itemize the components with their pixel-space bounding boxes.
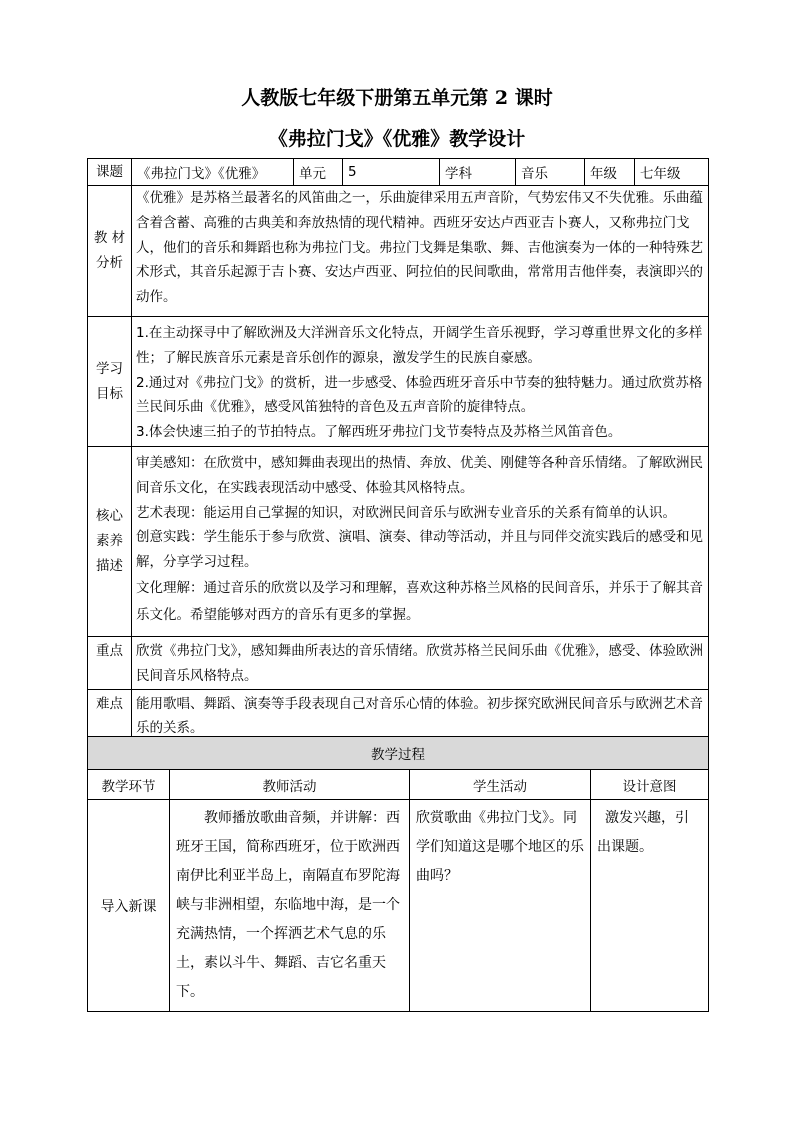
objective-item: 3.体会快速三拍子的节拍特点。了解西班牙弗拉门戈节奏特点及苏格兰风笛音色。 <box>136 424 622 441</box>
objectives-label <box>88 317 132 447</box>
literacy-row <box>88 447 709 637</box>
teaching-process-table <box>87 736 709 1012</box>
analysis-text: 《优雅》是苏格兰最著名的风笛曲之一，乐曲旋律采用五声音阶，气势宏伟又不失优雅。乐曲蕴含着含蓄、高雅的古典美和奔放热情的现代精神。西班牙安达卢西亚吉卜赛人，又称弗拉门戈人，他们的音乐和舞蹈也称为弗拉门戈。弗拉门戈舞是集歌、舞、吉他演奏为一体的一种特殊艺术形式，其音乐起源于吉卜赛、安达卢西亚、阿拉伯的民间歌曲，常常用吉他伴奏，表演即兴的动作。 <box>132 186 709 317</box>
unit-label: 单元 <box>294 159 343 186</box>
objectives-text <box>132 317 709 447</box>
analysis-row <box>88 186 709 317</box>
header-stage: 教学环节 <box>88 770 170 800</box>
process-title-row <box>88 737 709 770</box>
objective-item: 2.通过对《弗拉门戈》的赏析，进一步感受、体验西班牙音乐中节奏的独特魅力。通过欣赏苏格兰民间乐曲《优雅》，感受风笛独特的音色及五声音阶的旋律特点。 <box>136 374 703 416</box>
objectives-label-line-1: 学习 <box>96 360 123 377</box>
literacy-item: 审美感知：在欣赏中，感知舞曲表现出的热情、奔放、优美、刚健等各种音乐情绪。了解欧洲民间音乐文化，在实践表现活动中感受、体验其风格特点。 <box>136 455 703 496</box>
subject-value: 音乐 <box>516 159 585 186</box>
literacy-text <box>132 447 709 637</box>
grade-label: 年级 <box>585 159 635 186</box>
objectives-label-line-2: 目标 <box>96 385 123 402</box>
process-row <box>88 800 709 1012</box>
analysis-label-line-1: 教 材 <box>93 230 126 246</box>
objective-item: 1.在主动探寻中了解欧洲及大洋洲音乐文化特点，开阔学生音乐视野，学习尊重世界文化的多样性；了解民族音乐元素是音乐创作的源泉，激发学生的民族自豪感。 <box>136 325 703 366</box>
document-subtitle: 《弗拉门戈》《优雅》教学设计 <box>268 128 526 150</box>
literacy-item: 创意实践：学生能乐于参与欣赏、演唱、演奏、律动等活动，并且与同伴交流实践后的感受和见解，分享学习过程。 <box>136 529 703 571</box>
header-teacher-activity: 教师活动 <box>170 770 410 800</box>
difficulties-label: 难点 <box>88 689 132 742</box>
literacy-item: 文化理解：通过音乐的欣赏以及学习和理解，喜欢这种苏格兰风格的民间音乐，并乐于了解其音乐文化。希望能够对西方的音乐有更多的掌握。 <box>136 579 703 623</box>
info-row <box>88 159 709 186</box>
topic-label: 课题 <box>88 159 132 186</box>
unit-value: 5 <box>343 159 440 186</box>
document-title: 人教版七年级下册第五单元第 2 课时 <box>241 87 553 109</box>
teacher-activity-cell: 教师播放歌曲音频，并讲解：西班牙王国，简称西班牙，位于欧洲西南伊比利亚半岛上，南隔直布罗陀海峡与非洲相望，东临地中海，是一个充满热情，一个挥洒艺术气息的乐土，素以斗牛、舞蹈、吉它名重天下。 <box>170 800 410 1012</box>
student-activity-cell: 欣赏歌曲《弗拉门戈》。同学们知道这是哪个地区的乐曲吗？ <box>410 800 591 1012</box>
process-title: 教学过程 <box>88 737 709 770</box>
grade-value: 七年级 <box>635 159 709 186</box>
lesson-info-table <box>87 158 709 742</box>
analysis-label-line-2: 分析 <box>96 255 123 271</box>
literacy-label <box>88 447 132 637</box>
stage-cell: 导入新课 <box>88 800 170 1012</box>
literacy-label-line-3: 描述 <box>96 558 123 574</box>
key-points-text: 欣赏《弗拉门戈》，感知舞曲所表达的音乐情绪。欣赏苏格兰民间乐曲《优雅》，感受、体验欧洲民间音乐风格特点。 <box>132 637 709 690</box>
objectives-row <box>88 317 709 447</box>
literacy-item: 艺术表现：能运用自己掌握的知识，对欧洲民间音乐与欧洲专业音乐的关系有简单的认识。 <box>136 504 676 521</box>
analysis-label <box>88 186 132 317</box>
difficulties-row <box>88 689 709 742</box>
design-intent-cell: 激发兴趣，引出课题。 <box>591 800 709 1012</box>
process-header-row <box>88 770 709 800</box>
literacy-label-line-2: 素养 <box>96 533 123 549</box>
subject-label: 学科 <box>440 159 516 186</box>
header-design-intent: 设计意图 <box>591 770 709 800</box>
key-points-label: 重点 <box>88 637 132 690</box>
header-student-activity: 学生活动 <box>410 770 591 800</box>
difficulties-text: 能用歌唱、舞蹈、演奏等手段表现自己对音乐心情的体验。初步探究欧洲民间音乐与欧洲艺术音乐的关系。 <box>132 689 709 742</box>
topic-value: 《弗拉门戈》《优雅》 <box>132 159 294 186</box>
literacy-label-line-1: 核心 <box>96 508 123 524</box>
key-points-row <box>88 637 709 690</box>
